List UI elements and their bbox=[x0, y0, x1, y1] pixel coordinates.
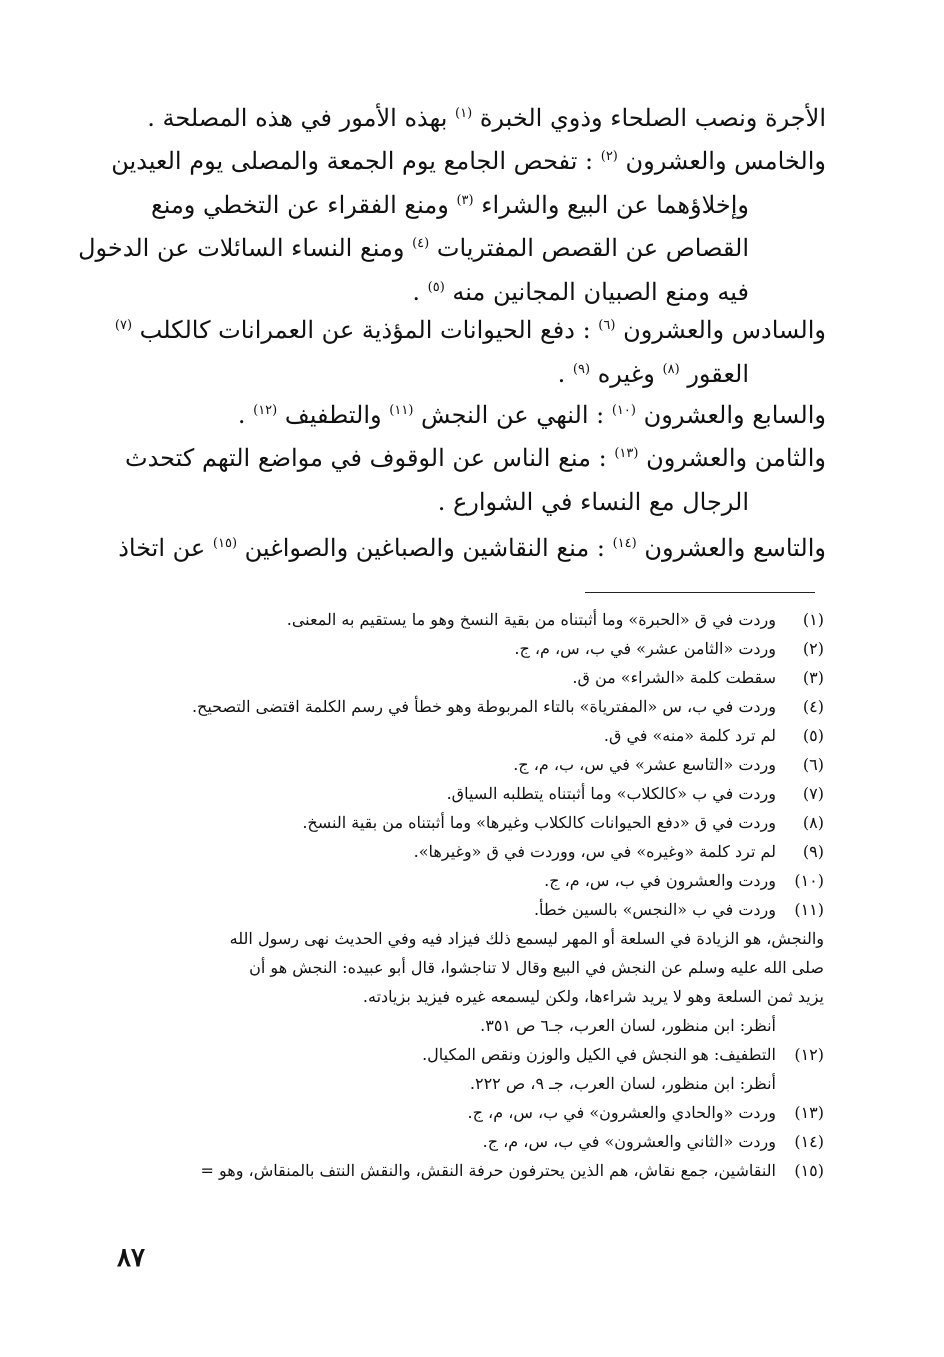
footnote-number: (٧) bbox=[802, 784, 824, 803]
footnote-item bbox=[124, 757, 824, 773]
body-text: وغيره bbox=[597, 360, 655, 388]
body-line bbox=[129, 490, 749, 514]
body-text: : منع الناس عن الوقوف في مواضع التهم كتحدث bbox=[124, 444, 607, 472]
body-line bbox=[126, 106, 826, 130]
footnote-number: (١٢) bbox=[794, 1045, 824, 1064]
footnote-text: وردت «الثاني والعشرون» في ب، س، م، ج. bbox=[482, 1132, 776, 1151]
footnote-text: لم ترد كلمة «منه» في ق. bbox=[603, 726, 776, 745]
footnote-item bbox=[124, 1134, 824, 1150]
footnote-number: (١٥) bbox=[794, 1161, 824, 1180]
body-text: القصاص عن القصص المفتريات bbox=[436, 234, 749, 262]
footnote-item bbox=[124, 786, 824, 802]
footnote-text: وردت في ب «كالكلاب» وما أثبتناه يتطلبه السياق. bbox=[446, 784, 776, 803]
body-text: الأجرة ونصب الصلحاء وذوي الخبرة bbox=[479, 104, 826, 132]
footnote-marker: (١٢) bbox=[253, 403, 278, 418]
footnote-number: (٥) bbox=[802, 726, 824, 745]
body-text: . bbox=[412, 278, 420, 306]
footnote-item bbox=[124, 1105, 824, 1121]
body-line bbox=[114, 316, 826, 344]
body-line bbox=[129, 193, 749, 217]
body-text: ومنع الفقراء عن التخطي ومنع bbox=[150, 191, 449, 219]
body-text: والتاسع والعشرون bbox=[644, 534, 826, 562]
footnote-item bbox=[124, 1163, 824, 1179]
footnote-number: (١٤) bbox=[794, 1132, 824, 1151]
footnote-number: (٨) bbox=[802, 813, 824, 832]
footnote-number: (٩) bbox=[802, 842, 824, 861]
footnote-text: وردت في ب «النجس» بالسين خطأ. bbox=[533, 900, 776, 919]
footnote-item bbox=[124, 641, 824, 657]
footnote-marker: (١) bbox=[455, 106, 473, 121]
body-text: فيه ومنع الصبيان المجانين منه bbox=[452, 278, 749, 306]
footnote-marker: (١٥) bbox=[212, 536, 238, 551]
footnote-continuation: صلى الله عليه وسلم عن النجش في البيع وقال لا تناجشوا، قال أبو عبيده: النجش هو أن bbox=[249, 958, 824, 977]
footnote-marker: (٤) bbox=[412, 236, 430, 251]
footnote-marker: (١١) bbox=[389, 403, 414, 418]
body-line bbox=[129, 362, 749, 386]
footnote-number: (١٠) bbox=[794, 871, 824, 890]
footnote-item bbox=[124, 670, 824, 686]
body-text: والخامس والعشرون bbox=[625, 147, 826, 175]
body-text: بهذه الأمور في هذه المصلحة . bbox=[147, 104, 448, 132]
footnote-marker: (٥) bbox=[427, 280, 445, 295]
footnote-marker: (٦) bbox=[598, 318, 616, 333]
body-text: : منع النقاشين والصباغين والصواغين bbox=[244, 534, 605, 562]
footnote-number: (٢) bbox=[802, 639, 824, 658]
body-text: العقور bbox=[687, 360, 749, 388]
footnote-continuation: أنظر: ابن منظور، لسان العرب، جـ ٩، ص ٢٢٢. bbox=[469, 1074, 776, 1093]
body-text: والسادس والعشرون bbox=[623, 316, 826, 344]
footnote-number: (٤) bbox=[802, 697, 824, 716]
footnote-text: وردت «التاسع عشر» في س، ب، م، ج. bbox=[513, 755, 776, 774]
footnote-continuation: يزيد ثمن السلعة وهو لا يريد شراءها، ولكن ليسمعه غيره فيزيد بزيادته. bbox=[362, 987, 824, 1006]
footnote-marker: (٩) bbox=[572, 362, 591, 377]
body-line bbox=[78, 234, 749, 262]
footnote-marker: (١٠) bbox=[611, 403, 636, 418]
body-text: : النهي عن النجش bbox=[421, 401, 605, 429]
body-line bbox=[111, 147, 826, 175]
footnote-text: النقاشين، جمع نقاش، هم الذين يحترفون حرفة النقش، والنقش النتف بالمنقاش، وهو = bbox=[200, 1161, 776, 1180]
footnote-marker: (٣) bbox=[456, 193, 474, 208]
body-text: . bbox=[437, 488, 446, 516]
body-text: والسابع والعشرون bbox=[643, 401, 826, 429]
footnote-number: (١١) bbox=[794, 900, 824, 919]
footnote-item bbox=[124, 728, 824, 744]
body-text: : تفحص الجامع يوم الجمعة والمصلى يوم العيدين bbox=[111, 147, 594, 175]
body-text: والتطفيف bbox=[284, 401, 382, 429]
footnote-item bbox=[124, 873, 824, 889]
footnote-text: وردت «والحادي والعشرون» في ب، س، م، ج. bbox=[467, 1103, 776, 1122]
footnote-text: التطفيف: هو النجش في الكيل والوزن ونقص المكيال. bbox=[422, 1045, 776, 1064]
body-text: ومنع النساء السائلات عن الدخول bbox=[78, 234, 405, 262]
footnote-number: (١) bbox=[802, 610, 824, 629]
footnote-item bbox=[124, 902, 824, 918]
body-line bbox=[126, 446, 826, 470]
footnote-item bbox=[124, 699, 824, 715]
page-number: ٨٧ bbox=[117, 1243, 145, 1273]
body-text: الرجال مع النساء في الشوارع bbox=[452, 488, 749, 516]
body-text: عن اتخاذ bbox=[118, 534, 206, 562]
footnote-text: وردت في ب، س «المفترياة» بالتاء المربوطة وهو خطأ في رسم الكلمة اقتضى التصحيح. bbox=[191, 697, 776, 716]
body-line bbox=[126, 403, 826, 427]
body-text: وإخلاؤهما عن البيع والشراء bbox=[481, 191, 749, 219]
footnote-item bbox=[124, 844, 824, 860]
body-line bbox=[129, 280, 749, 304]
footnote-marker: (٧) bbox=[114, 318, 133, 333]
body-text: . bbox=[237, 401, 246, 429]
footnote-number: (٦) bbox=[802, 755, 824, 774]
footnote-continuation: أنظر: ابن منظور، لسان العرب، جـ٦ ص ٣٥١. bbox=[480, 1016, 776, 1035]
body-text: . bbox=[557, 360, 566, 388]
footnote-item bbox=[124, 1047, 824, 1063]
footnote-text: وردت في ق «دفع الحيوانات كالكلاب وغيرها» وما أثبتناه من بقية النسخ. bbox=[302, 813, 776, 832]
body-text: والثامن والعشرون bbox=[646, 444, 826, 472]
footnote-number: (٣) bbox=[802, 668, 824, 687]
footnote-continuation: والنجش، هو الزيادة في السلعة أو المهر ليسمع ذلك فيزاد فيه وفي الحديث نهى رسول الله bbox=[229, 929, 824, 948]
footnote-marker: (١٣) bbox=[614, 446, 639, 461]
footnote-text: وردت في ق «الحبرة» وما أثبتناه من بقية النسخ وهو ما يستقيم به المعنى. bbox=[286, 610, 776, 629]
footnote-marker: (٨) bbox=[662, 362, 680, 377]
footnote-separator-rule bbox=[585, 592, 815, 593]
footnote-text: وردت والعشرون في ب، س، م، ج. bbox=[544, 871, 776, 890]
footnote-text: سقطت كلمة «الشراء» من ق. bbox=[572, 668, 776, 687]
footnote-marker: (١٤) bbox=[612, 536, 637, 551]
footnote-item bbox=[124, 815, 824, 831]
footnote-text: لم ترد كلمة «وغيره» في س، ووردت في ق «وغيرها». bbox=[413, 842, 776, 861]
footnote-item bbox=[124, 612, 824, 628]
body-line bbox=[118, 534, 826, 562]
footnote-number: (١٣) bbox=[794, 1103, 824, 1122]
body-text: : دفع الحيوانات المؤذية عن العمرانات كالكلب bbox=[139, 316, 591, 344]
footnote-marker: (٢) bbox=[600, 149, 618, 164]
footnote-text: وردت «الثامن عشر» في ب، س، م، ج. bbox=[514, 639, 776, 658]
